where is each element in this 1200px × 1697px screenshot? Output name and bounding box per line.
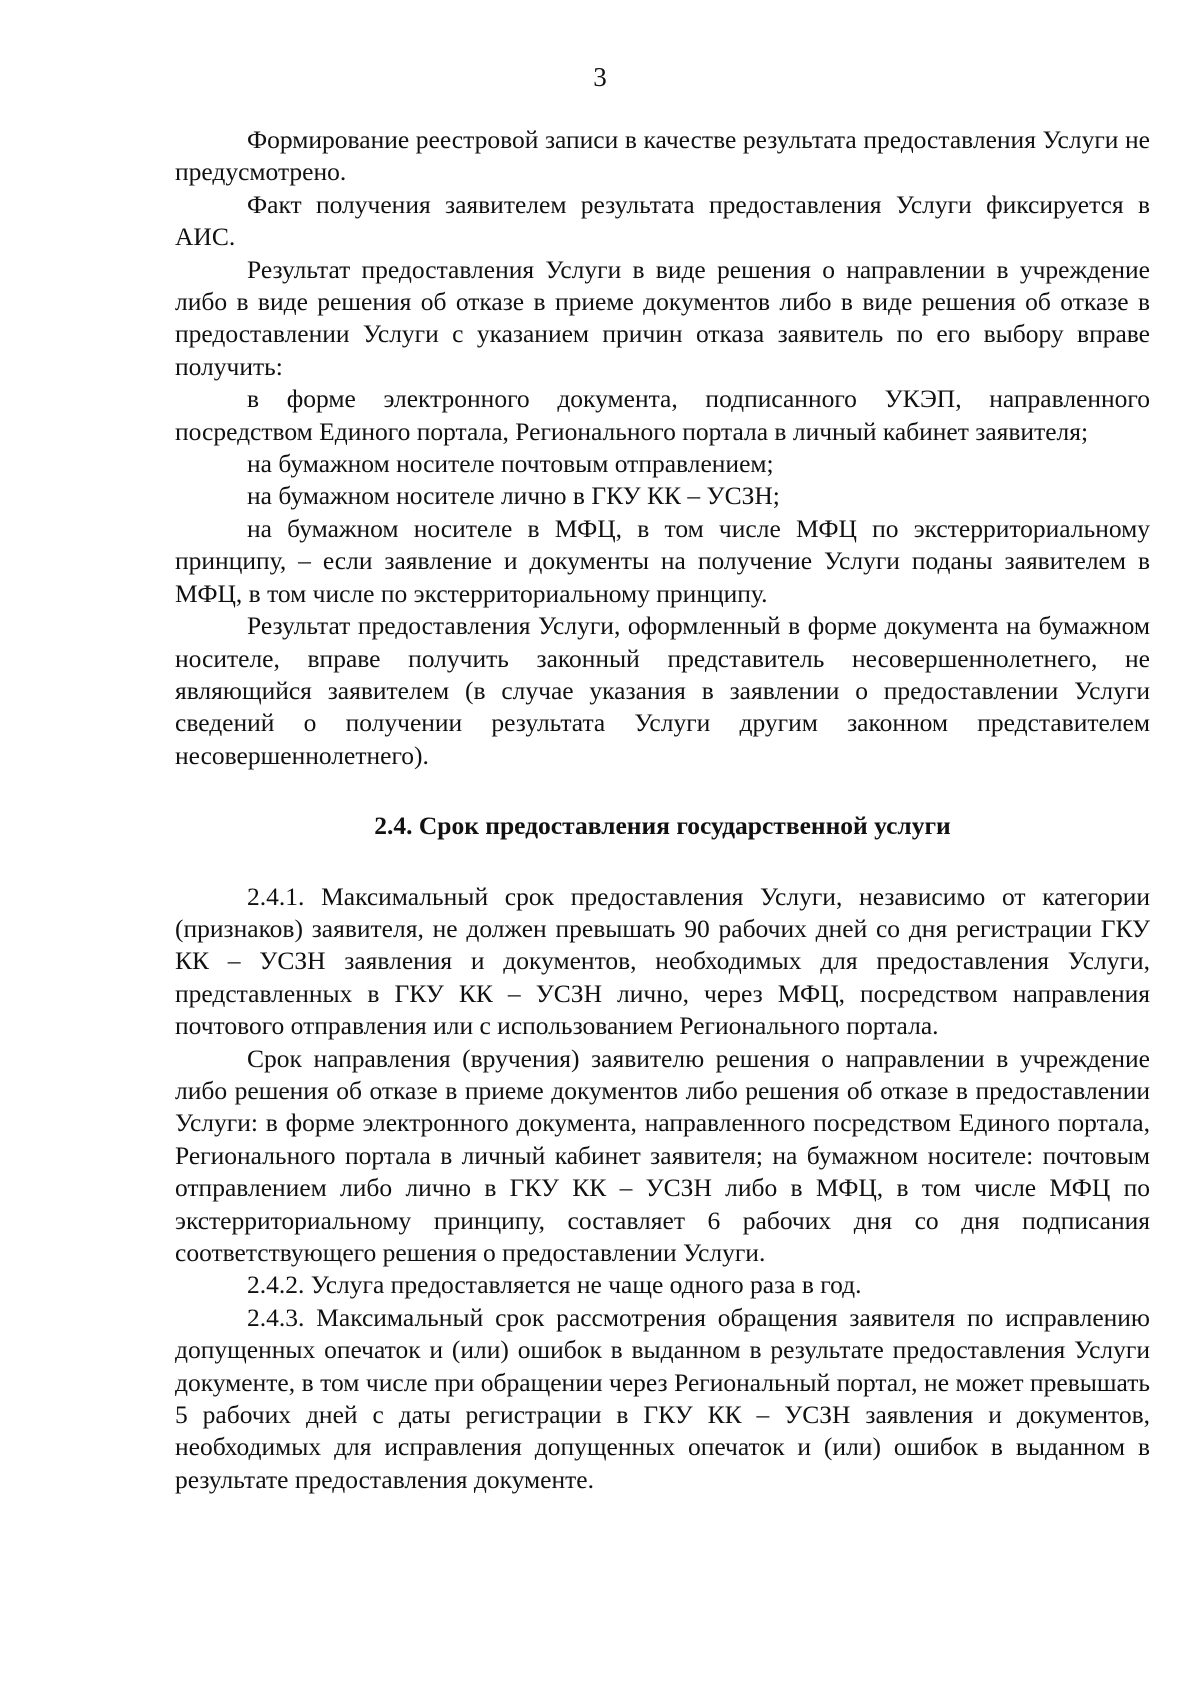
paragraph: Результат предоставления Услуги, оформленный в форме документа на бумажном носителе, вправе получить законный представитель несовершеннолетнего, не являющийся заявителем (в случае указания в заявлении о предоставлении Услуги сведений о получении результата Услуги другим законном представителем несовершеннолетнего). [175, 611, 1150, 770]
document-body [175, 124, 1150, 1496]
list-paragraph: в форме электронного документа, подписанного УКЭП, направленного посредством Единого портала, Регионального портала в личный кабинет заявителя; [175, 384, 1150, 446]
list-paragraph: на бумажном носителе почтовым отправлением; [247, 449, 774, 479]
list-paragraph: на бумажном носителе в МФЦ, в том числе МФЦ по экстерриториальному принципу, – если заявление и документы на получение Услуги поданы заявителем в МФЦ, в том числе по экстерриториальному принципу. [175, 513, 1150, 608]
page-number: 3 [593, 62, 607, 92]
paragraph: Результат предоставления Услуги в виде решения о направлении в учреждение либо в виде решения об отказе в приеме документов либо в виде решения об отказе в предоставлении Услуги с указанием причин отказа заявитель по его выбору вправе получить: [175, 254, 1150, 381]
paragraph: 2.4.3. Максимальный срок рассмотрения обращения заявителя по исправлению допущенных опечаток и (или) ошибок в выданном в результате предоставления Услуги документе, в том числе при обращении через Региональный портал, не может превышать 5 рабочих дней с даты регистрации в ГКУ КК – УСЗН заявления и документов, необходимых для исправления допущенных опечаток и (или) ошибок в выданном в результате предоставления документе. [175, 1302, 1150, 1494]
paragraph: Формирование реестровой записи в качестве результата предоставления Услуги не предусмотрено. [175, 125, 1150, 187]
list-paragraph: на бумажном носителе лично в ГКУ КК – УСЗН; [247, 481, 780, 511]
section-heading: 2.4. Срок предоставления государственной услуги [374, 811, 951, 841]
paragraph: Факт получения заявителем результата предоставления Услуги фиксируется в АИС. [175, 189, 1150, 252]
paragraph: 2.4.1. Максимальный срок предоставления Услуги, независимо от категории (признаков) заявителя, не должен превышать 90 рабочих дней со дня регистрации ГКУ КК – УСЗН заявления и документов, необходимых для предоставления Услуги, представленных в ГКУ КК – УСЗН лично, через МФЦ, посредством направления почтового отправления или с использованием Регионального портала. [175, 881, 1150, 1041]
paragraph: 2.4.2. Услуга предоставляется не чаще одного раза в год. [247, 1270, 862, 1300]
paragraph: Срок направления (вручения) заявителю решения о направлении в учреждение либо решения об отказе в приеме документов либо решения об отказе в предоставлении Услуги: в форме электронного документа, направленного посредством Единого портала, Регионального портала в личный кабинет заявителя; на бумажном носителе: почтовым отправлением либо лично в ГКУ КК – УСЗН либо в МФЦ, в том числе МФЦ по экстерриториальному принципу, составляет 6 рабочих дня со дня подписания соответствующего решения о предоставлении Услуги. [175, 1043, 1150, 1267]
